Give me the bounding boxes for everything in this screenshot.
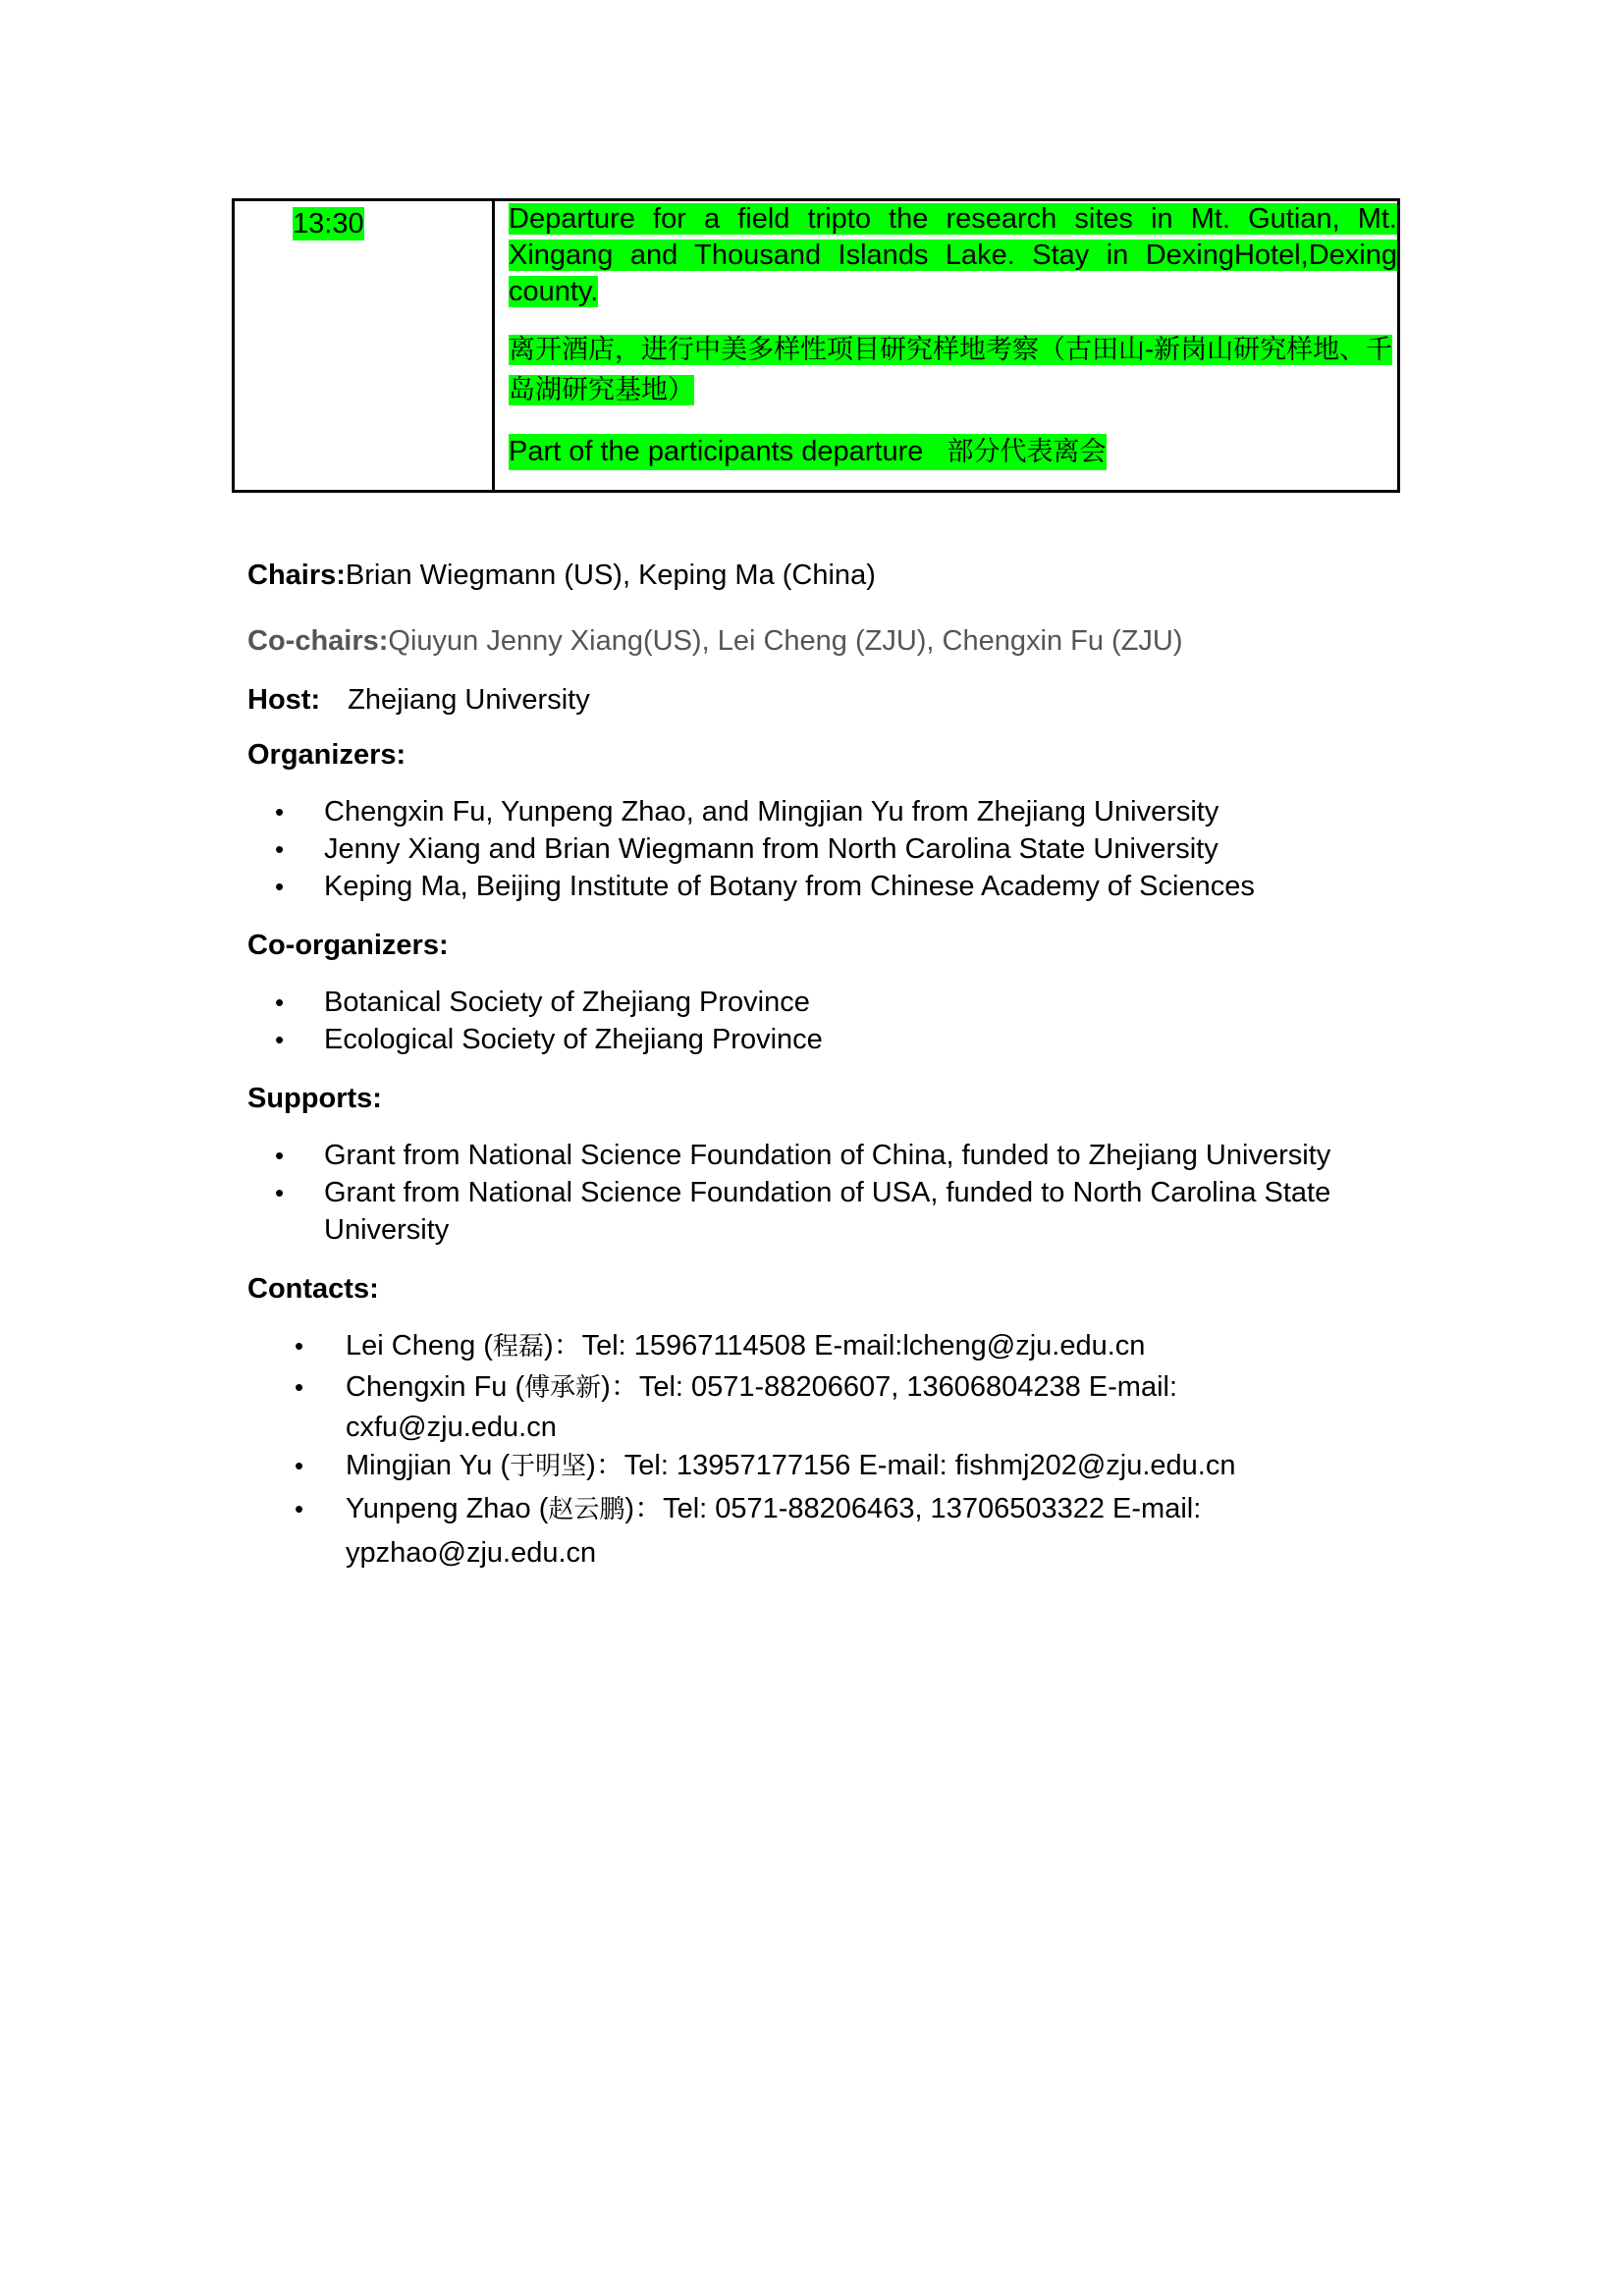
event-description-cn	[509, 330, 1397, 410]
contact-name: Lei Cheng (	[346, 1330, 493, 1362]
supports-list	[275, 1137, 1375, 1249]
contact-details: )：Tel: 0571-88206463, 13706503322 E-mail: ypzhao@zju.edu.cn	[346, 1493, 1202, 1569]
contact-details: )：Tel: 13957177156 E-mail: fishmj202@zju.edu.cn	[586, 1450, 1236, 1481]
organizers-list	[275, 793, 1255, 905]
contact-name-cn: 于明坚	[510, 1452, 587, 1481]
contact-details: )：Tel: 15967114508 E-mail:lcheng@zju.edu.cn	[543, 1330, 1146, 1362]
contact-name-cn: 程磊	[492, 1332, 544, 1362]
contact-item	[295, 1447, 1276, 1485]
chairs-value: Brian Wiegmann (US), Keping Ma (China)	[345, 560, 876, 591]
contact-name: Mingjian Yu (	[346, 1450, 511, 1481]
list-item: • Keping Ma, Beijing Institute of Botany from Chinese Academy of Sciences	[275, 868, 1255, 905]
host-value: Zhejiang University	[348, 684, 590, 716]
event-description-en-text: Departure for a field tripto the research sites in Mt. Gutian, Mt. Xingang and Thousand Islands Lake. Stay in DexingHotel,Dexing county.	[509, 203, 1397, 307]
list-item: • Grant from National Science Foundation of China, funded to Zhejiang University	[275, 1137, 1375, 1174]
departure-cn: 部分代表离会	[947, 437, 1107, 467]
contact-name-cn: 赵云鹏	[548, 1495, 625, 1524]
chairs-line	[247, 558, 876, 593]
co-chairs-value: Qiuyun Jenny Xiang(US), Lei Cheng (ZJU), Chengxin Fu (ZJU)	[388, 625, 1183, 657]
time-cell	[235, 201, 495, 490]
schedule-table	[232, 198, 1400, 493]
co-chairs-label: Co-chairs:	[247, 625, 389, 657]
host-label: Host:	[247, 684, 321, 716]
contacts-heading: Contacts:	[247, 1273, 379, 1305]
departure-en: Part of the participants departure	[509, 436, 924, 467]
contact-item	[295, 1327, 1276, 1365]
contact-details: )：Tel: 0571-88206607, 13606804238 E-mail: cxfu@zju.edu.cn	[346, 1371, 1178, 1443]
contact-item	[295, 1487, 1276, 1575]
co-organizers-list	[275, 984, 823, 1058]
list-item: • Chengxin Fu, Yunpeng Zhao, and Mingjian Yu from Zhejiang University	[275, 793, 1255, 830]
schedule-time: 13:30	[293, 208, 364, 240]
contacts-list	[295, 1327, 1276, 1575]
contact-name: Chengxin Fu (	[346, 1371, 525, 1403]
organizers-heading: Organizers:	[247, 739, 406, 771]
list-item: • Botanical Society of Zhejiang Province	[275, 984, 823, 1021]
host-line	[247, 682, 590, 718]
co-organizers-heading: Co-organizers:	[247, 930, 449, 961]
list-item: • Grant from National Science Foundation of USA, funded to North Carolina State University	[275, 1174, 1375, 1249]
contact-name-cn: 傅承新	[524, 1373, 602, 1403]
contact-item	[295, 1367, 1276, 1447]
supports-heading: Supports:	[247, 1083, 382, 1114]
co-chairs-line	[247, 623, 1183, 659]
participants-departure	[509, 434, 1107, 470]
event-description-cn-text: 离开酒店，进行中美多样性项目研究样地考察（古田山-新岗山研究样地、千岛湖研究基地）	[509, 335, 1393, 405]
chairs-label: Chairs:	[247, 560, 346, 591]
list-item: • Jenny Xiang and Brian Wiegmann from North Carolina State University	[275, 830, 1255, 868]
list-item: • Ecological Society of Zhejiang Province	[275, 1021, 823, 1058]
event-cell	[495, 201, 1397, 490]
contact-name: Yunpeng Zhao (	[346, 1493, 549, 1524]
event-description-en	[509, 201, 1397, 310]
